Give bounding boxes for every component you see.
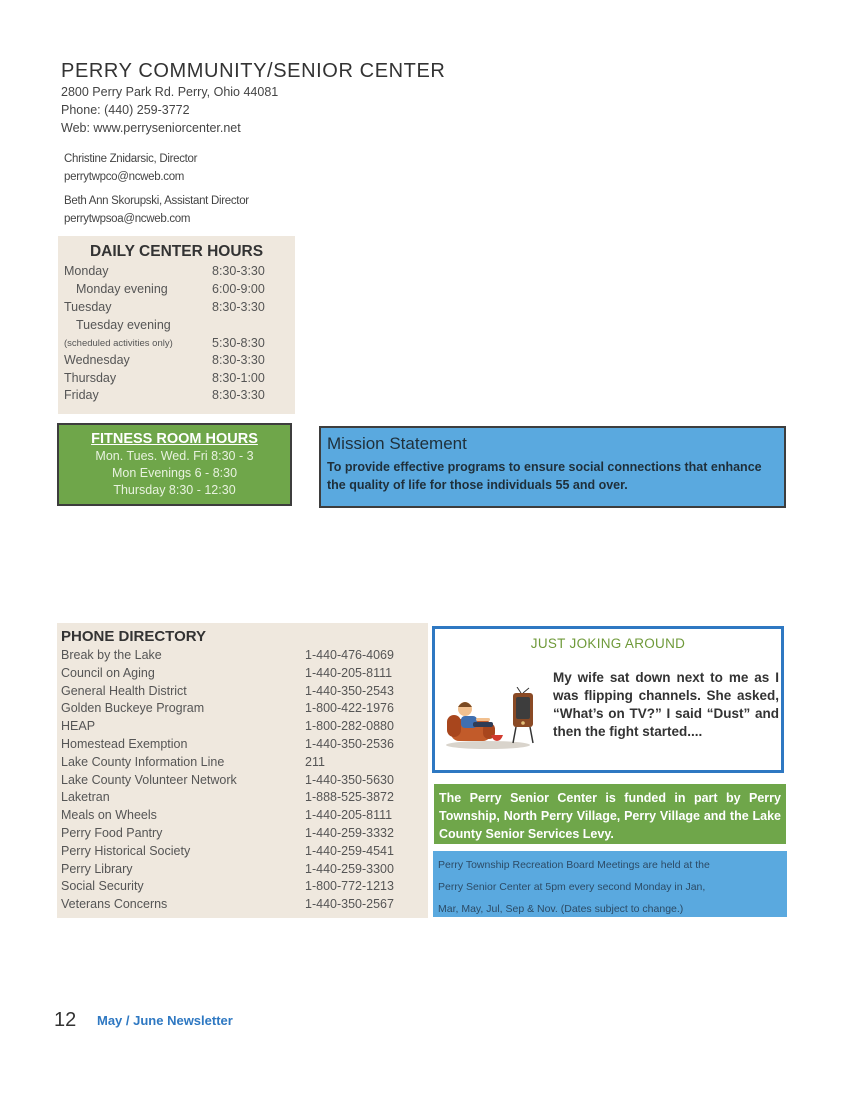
phone-directory-box [57,623,428,918]
directory-name: General Health District [61,683,187,698]
directory-phone[interactable]: 1-440-476-4069 [305,648,394,662]
couch-tv-illustration [443,687,543,751]
fitness-hours-line: Thursday 8:30 - 12:30 [113,483,236,497]
funding-text: The Perry Senior Center is funded in part by Perry Township, North Perry Village, Perry Village and the Lake County Senior Services Levy. [439,791,781,841]
hours-row [58,353,295,371]
hours-day: Tuesday evening [76,318,171,332]
director-name: Christine Znidarsic, Director [64,153,198,165]
hours-time: 8:30-3:30 [212,264,265,278]
joke-box [432,626,784,773]
hours-time: 6:00-9:00 [212,282,265,296]
directory-phone[interactable]: 1-440-350-2543 [305,683,394,698]
directory-phone[interactable]: 1-800-422-1976 [305,701,394,716]
phone: Phone: (440) 259-3772 [61,103,190,117]
directory-phone[interactable]: 1-440-205-8111 [305,808,393,823]
directory-row [57,684,428,701]
hours-time: 8:30-3:30 [212,388,265,402]
hours-row [58,371,295,389]
directory-phone[interactable]: 1-440-259-4541 [305,843,394,858]
fitness-hours-line: Mon. Tues. Wed. Fri 8:30 - 3 [95,449,254,463]
joke-text: My wife sat down next to me as I was flipping channels. She asked, “What’s on TV?” I said “Dust” and then the fight started.... [553,670,779,739]
fitness-hours-title: FITNESS ROOM HOURS [91,431,258,447]
recreation-board-line: Perry Township Recreation Board Meetings are held at the [438,859,710,871]
hours-row [58,264,295,282]
mission-title: Mission Statement [327,434,467,453]
directory-row [57,666,428,683]
director-email[interactable]: perrytwpco@ncweb.com [64,171,185,183]
daily-hours-title: DAILY CENTER HOURS [89,243,264,260]
hours-day: (scheduled activities only) [64,338,173,349]
recreation-board-text [438,854,784,920]
directory-name: Veterans Concerns [61,897,168,912]
directory-phone[interactable]: 1-440-259-3332 [305,826,394,840]
mission-statement-box [319,426,786,508]
org-name: PERRY COMMUNITY/SENIOR CENTER [61,60,446,82]
directory-row [57,648,428,665]
hours-day: Thursday [64,371,117,385]
directory-name: Social Security [61,879,144,894]
website[interactable]: Web: www.perryseniorcenter.net [61,121,241,135]
fitness-hours-box [57,423,292,506]
directory-row [57,790,428,807]
directory-name: Meals on Wheels [61,808,157,823]
page-number: 12 [54,1009,77,1031]
recreation-board-line: Mar, May, Jul, Sep & Nov. (Dates subject to change.) [438,903,684,915]
directory-name: Perry Food Pantry [61,826,163,840]
directory-phone[interactable]: 211 [305,754,325,769]
directory-row [57,773,428,790]
hours-row [58,336,295,354]
address: 2800 Perry Park Rd. Perry, Ohio 44081 [61,85,279,99]
funding-box [434,784,786,844]
directory-phone[interactable]: 1-800-772-1213 [305,879,394,894]
hours-time: 8:30-1:00 [212,371,265,385]
assistant-director-name: Beth Ann Skorupski, Assistant Director [64,195,249,207]
directory-name: Perry Library [61,861,133,876]
directory-phone[interactable]: 1-888-525-3872 [305,790,394,805]
newsletter-label: May / June Newsletter [97,1013,233,1028]
hours-time: 8:30-3:30 [212,300,265,314]
hours-time: 8:30-3:30 [212,353,265,367]
phone-directory-title: PHONE DIRECTORY [61,628,207,645]
directory-name: Council on Aging [61,665,155,680]
directory-row [57,701,428,718]
mission-text: To provide effective programs to ensure social connections that enhance the quality of life for those individuals 55 and over. [327,460,762,492]
joke-title: JUST JOKING AROUND [530,636,686,651]
directory-name: Laketran [61,790,110,805]
directory-name: Perry Historical Society [61,843,191,858]
hours-day: Monday evening [76,282,168,296]
directory-name: Homestead Exemption [61,737,188,751]
hours-time: 5:30-8:30 [212,336,265,350]
hours-day: Wednesday [64,353,130,367]
fitness-hours-line: Mon Evenings 6 - 8:30 [111,466,238,480]
directory-phone[interactable]: 1-440-350-5630 [305,772,394,787]
directory-row [57,737,428,754]
hours-day: Tuesday [64,300,112,314]
recreation-board-box [433,851,787,917]
assistant-director-email[interactable]: perrytwpsoa@ncweb.com [64,213,191,225]
directory-name: HEAP [61,719,96,734]
directory-row [57,844,428,861]
directory-name: Break by the Lake [61,648,162,662]
directory-phone[interactable]: 1-440-350-2536 [305,737,394,751]
hours-day: Friday [64,388,99,402]
directory-name: Lake County Information Line [61,754,225,769]
directory-row [57,897,428,914]
daily-hours-box [58,236,295,414]
directory-phone[interactable]: 1-440-259-3300 [305,861,394,876]
recreation-board-line: Perry Senior Center at 5pm every second Monday in Jan, [438,881,706,893]
hours-row [58,388,295,406]
directory-name: Lake County Volunteer Network [61,772,237,787]
hours-row [58,318,295,336]
hours-day: Monday [64,264,109,278]
directory-row [57,755,428,772]
directory-row [57,862,428,879]
directory-name: Golden Buckeye Program [61,701,205,716]
directory-row [57,808,428,825]
directory-phone[interactable]: 1-440-205-8111 [305,665,393,680]
hours-row [58,282,295,300]
hours-row [58,300,295,318]
directory-row [57,826,428,843]
directory-row [57,719,428,736]
directory-phone[interactable]: 1-440-350-2567 [305,897,394,912]
directory-phone[interactable]: 1-800-282-0880 [305,719,394,734]
directory-row [57,879,428,896]
